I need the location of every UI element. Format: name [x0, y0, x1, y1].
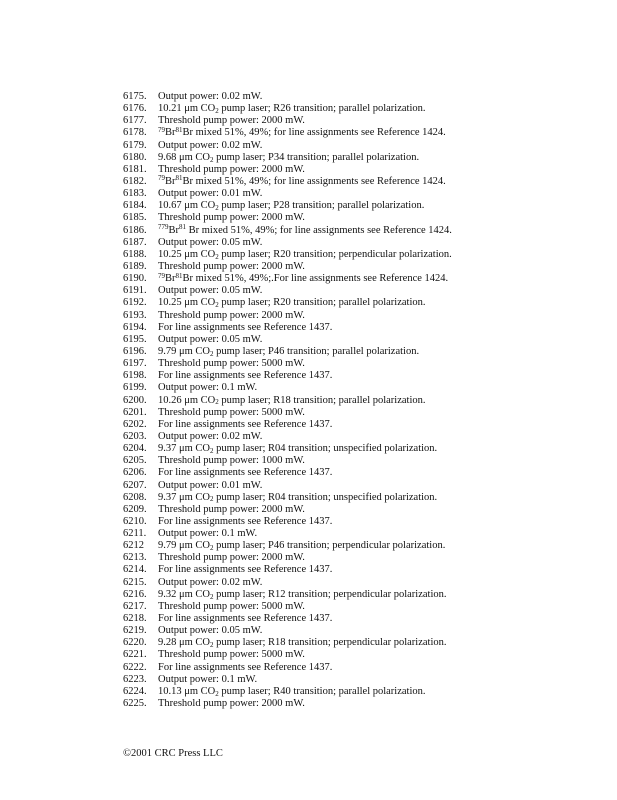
entry-number: 6187. [123, 236, 147, 248]
list-entry [123, 115, 452, 127]
entry-number: 6213. [123, 552, 147, 564]
list-entry [123, 188, 452, 200]
entry-text: 9.79 μm $CO_2$ pump laser; P46 transition; perpendicular polarization. [158, 540, 446, 552]
entry-text: 10.26 μm $CO_2$ pump laser; R18 transition; parallel polarization. [158, 394, 426, 407]
list-entry [123, 674, 452, 686]
list-entry [123, 492, 452, 504]
entry-number: 6223. [123, 673, 147, 685]
entry-number: 6193. [123, 309, 147, 321]
entry-number: 6212 [123, 540, 144, 552]
entry-text: Output power: 0.1 mW. [158, 528, 258, 540]
list-entry [123, 346, 452, 358]
entry-number: 6202. [123, 418, 147, 430]
entry-number: 6205. [123, 455, 147, 467]
entry-number: 6189. [123, 260, 147, 272]
entry-text: 9.37 μm $CO_2$ pump laser; R04 transition; unspecified polarization. [158, 443, 438, 455]
list-entry [123, 370, 452, 382]
entry-text: 9.28 μm $CO_2$ pump laser; R18 transition; perpendicular polarization. [158, 637, 447, 650]
list-entry [123, 637, 452, 649]
entry-text: 10.25 μm $CO_2$ pump laser; R20 transition; parallel polarization. [158, 297, 426, 310]
list-entry [123, 407, 452, 419]
entry-text: 9.32 μm $CO_2$ pump laser; R12 transition; perpendicular polarization. [158, 588, 447, 601]
entry-text: For line assignments see Reference 1437. [158, 467, 333, 479]
list-entry [123, 589, 452, 601]
entry-number: 6186. [123, 224, 147, 236]
entry-text: Output power: 0.1 mW. [158, 673, 258, 685]
list-entry [123, 225, 452, 237]
list-entry [123, 686, 452, 698]
entry-text: Threshold pump power: 2000 mW. [158, 552, 305, 564]
entry-text: Output power: 0.05 mW. [158, 625, 263, 637]
entry-number: 6222. [123, 661, 147, 673]
entry-text: For line assignments see Reference 1437. [158, 564, 333, 576]
list-entry [123, 285, 452, 297]
entry-number: 6199. [123, 382, 147, 394]
entry-text: Output power: 0.02 mW. [158, 576, 263, 588]
entry-number: 6204. [123, 443, 147, 455]
entry-number: 6218. [123, 613, 147, 625]
entry-number: 6181. [123, 163, 147, 175]
entry-text: $^{79}$Br$^{81}$Br mixed 51%, 49%;.For line assignments see Reference 1424. [158, 271, 449, 285]
entry-number: 6225. [123, 698, 147, 710]
entry-text: 10.67 μm $CO_2$ pump laser; P28 transition; parallel polarization. [158, 200, 425, 213]
entry-text: $^{79}$Br$^{81}$Br mixed 51%, 49%; for line assignments see Reference 1424. [158, 125, 446, 139]
entry-text: Threshold pump power: 2000 mW. [158, 260, 305, 272]
entry-number: 6175. [123, 91, 147, 102]
list-entry [123, 552, 452, 564]
entry-text: $^{79}$Br$^{81}$Br mixed 51%, 49%; for line assignments see Reference 1424. [158, 174, 446, 187]
list-entry [123, 212, 452, 224]
list-entry [123, 455, 452, 467]
entry-text: Threshold pump power: 5000 mW. [158, 358, 305, 370]
list-entry [123, 395, 452, 407]
list-entry [123, 613, 452, 625]
list-entry [123, 698, 452, 710]
list-entry [123, 249, 452, 261]
list-entry [123, 310, 452, 322]
list-entry [123, 540, 452, 552]
entry-text: For line assignments see Reference 1437. [158, 418, 333, 430]
entry-number: 6200. [123, 394, 147, 406]
list-entry [123, 261, 452, 273]
entry-number: 6208. [123, 491, 147, 503]
entry-number: 6198. [123, 370, 147, 382]
list-entry [123, 431, 452, 443]
entry-text: 10.21 μm $CO_2$ pump laser; R26 transition; parallel polarization. [158, 103, 426, 115]
list-entry [123, 625, 452, 637]
entry-text: 10.13 μm $CO_2$ pump laser; R40 transition; parallel polarization. [158, 685, 426, 698]
list-entry [123, 601, 452, 613]
list-entry [123, 443, 452, 455]
entry-number: 6178. [123, 127, 147, 139]
list-entry [123, 103, 452, 115]
entry-text: Threshold pump power: 2000 mW. [158, 115, 305, 127]
entry-text: Output power: 0.01 mW. [158, 479, 263, 491]
entry-number: 6207. [123, 479, 147, 491]
entry-text: 9.37 μm $CO_2$ pump laser; R04 transition; unspecified polarization. [158, 491, 438, 504]
entry-number: 6215. [123, 576, 147, 588]
entry-number: 6209. [123, 503, 147, 515]
entry-number: 6211. [123, 528, 147, 540]
entry-list [123, 91, 452, 710]
entry-text: 10.25 μm $CO_2$ pump laser; R20 transition; perpendicular polarization. [158, 248, 452, 261]
entry-number: 6192. [123, 297, 147, 309]
entry-number: 6179. [123, 139, 147, 151]
entry-text: For line assignments see Reference 1437. [158, 515, 333, 527]
list-entry [123, 516, 452, 528]
list-entry [123, 297, 452, 309]
list-entry [123, 164, 452, 176]
list-entry [123, 176, 452, 188]
entry-number: 6219. [123, 625, 147, 637]
entry-text: Output power: 0.02 mW. [158, 139, 263, 151]
list-entry [123, 662, 452, 674]
entry-text: $^{779}$Br$^{81}$ Br mixed 51%, 49%; for line assignments see Reference 1424. [158, 223, 452, 236]
list-entry [123, 467, 452, 479]
entry-number: 6191. [123, 285, 147, 297]
list-entry [123, 200, 452, 212]
entry-number: 6194. [123, 321, 147, 333]
entry-text: Output power: 0.02 mW. [158, 91, 263, 102]
list-entry [123, 322, 452, 334]
entry-number: 6177. [123, 115, 147, 127]
entry-number: 6180. [123, 151, 147, 163]
entry-text: Threshold pump power: 2000 mW. [158, 503, 305, 515]
entry-text: Threshold pump power: 5000 mW. [158, 649, 305, 661]
entry-number: 6195. [123, 333, 147, 345]
entry-number: 6183. [123, 188, 147, 200]
list-entry [123, 564, 452, 576]
entry-text: For line assignments see Reference 1437. [158, 370, 333, 382]
entry-number: 6203. [123, 430, 147, 442]
entry-text: 9.68 μm $CO_2$ pump laser; P34 transition; parallel polarization. [158, 151, 420, 164]
entry-number: 6185. [123, 212, 147, 224]
entry-number: 6182. [123, 175, 147, 187]
entry-number: 6197. [123, 358, 147, 370]
list-entry [123, 528, 452, 540]
entry-number: 6210. [123, 515, 147, 527]
entry-text: Threshold pump power: 2000 mW. [158, 163, 305, 175]
list-entry [123, 649, 452, 661]
entry-number: 6221. [123, 649, 147, 661]
entry-number: 6214. [123, 564, 147, 576]
entry-text: Output power: 0.01 mW. [158, 188, 263, 200]
list-entry [123, 577, 452, 589]
entry-number: 6196. [123, 345, 147, 357]
entry-number: 6217. [123, 600, 147, 612]
list-entry [123, 382, 452, 394]
list-entry [123, 334, 452, 346]
entry-text: Threshold pump power: 2000 mW. [158, 212, 305, 224]
list-entry [123, 127, 452, 139]
entry-text: Threshold pump power: 1000 mW. [158, 455, 305, 467]
list-entry [123, 237, 452, 249]
entry-number: 6216. [123, 588, 147, 600]
entry-text: Output power: 0.05 mW. [158, 285, 263, 297]
list-entry [123, 504, 452, 516]
entry-text: Threshold pump power: 2000 mW. [158, 309, 305, 321]
entry-number: 6206. [123, 467, 147, 479]
entry-number: 6188. [123, 248, 147, 260]
entry-text: Threshold pump power: 5000 mW. [158, 600, 305, 612]
copyright-footer: ©2001 CRC Press LLC [123, 748, 223, 759]
list-entry [123, 140, 452, 152]
entry-text: Output power: 0.02 mW. [158, 430, 263, 442]
entry-number: 6220. [123, 637, 147, 649]
list-entry [123, 91, 452, 103]
entry-text: Output power: 0.1 mW. [158, 382, 258, 394]
entry-number: 6190. [123, 273, 147, 285]
entry-text: Output power: 0.05 mW. [158, 333, 263, 345]
list-entry [123, 358, 452, 370]
entry-number: 6176. [123, 103, 147, 115]
entry-text: Threshold pump power: 2000 mW. [158, 698, 305, 710]
entry-text: Output power: 0.05 mW. [158, 236, 263, 248]
list-entry [123, 419, 452, 431]
entry-text: Threshold pump power: 5000 mW. [158, 406, 305, 418]
list-entry [123, 480, 452, 492]
entry-text: For line assignments see Reference 1437. [158, 613, 333, 625]
list-entry [123, 273, 452, 285]
entry-text: 9.79 μm $CO_2$ pump laser; P46 transition; parallel polarization. [158, 345, 420, 358]
entry-number: 6224. [123, 685, 147, 697]
entry-number: 6201. [123, 406, 147, 418]
entry-text: For line assignments see Reference 1437. [158, 321, 333, 333]
list-entry [123, 152, 452, 164]
entry-text: For line assignments see Reference 1437. [158, 661, 333, 673]
entry-number: 6184. [123, 200, 147, 212]
